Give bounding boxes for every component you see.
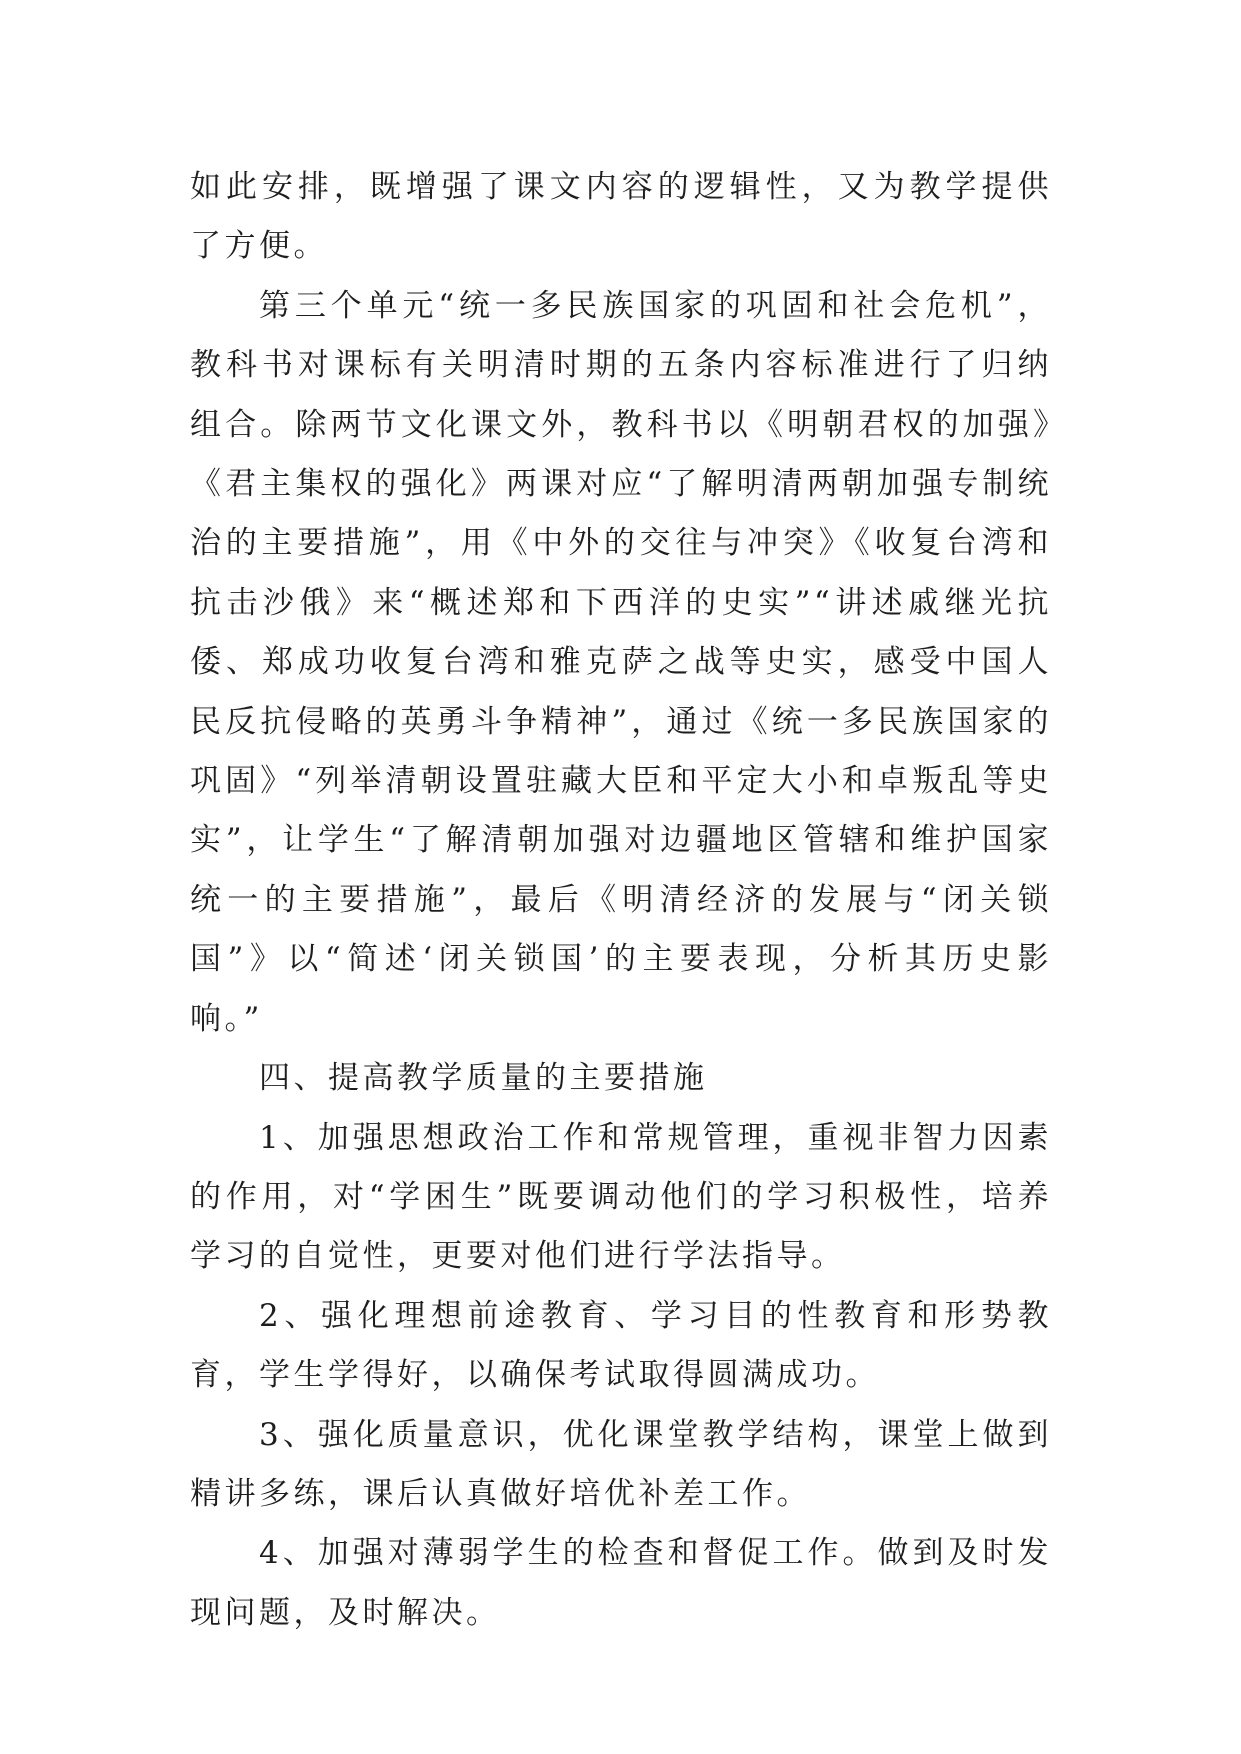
- document-body: [190, 158, 1052, 1643]
- measure-item-2: 2、强化理想前途教育、学习目的性教育和形势教育，学生学得好，以确保考试取得圆满成功。: [190, 1297, 1052, 1394]
- measure-item-3: 3、强化质量意识，优化课堂教学结构，课堂上做到精讲多练，课后认真做好培优补差工作。: [190, 1416, 1052, 1512]
- section-heading-measures: 四、提高教学质量的主要措施: [259, 1060, 708, 1097]
- measure-item-4: 4、加强对薄弱学生的检查和督促工作。做到及时发现问题，及时解决。: [190, 1535, 1052, 1631]
- paragraph-unit-three: 第三个单元“统一多民族国家的巩固和社会危机”，教科书对课标有关明清时期的五条内容标准进行了归纳组合。除两节文化课文外，教科书以《明朝君权的加强》《君主集权的强化》两课对应“了解明清两朝加强专制统治的主要措施”，用《中外的交往与冲突》《收复台湾和抗击沙俄》来“概述郑和下西洋的史实”“讲述戚继光抗倭、郑成功收复台湾和雅克萨之战等史实，感受中国人民反抗侵略的英勇斗争精神”，通过《统一多民族国家的巩固》“列举清朝设置驻藏大臣和平定大小和卓叛乱等史实”，让学生“了解清朝加强对边疆地区管辖和维护国家统一的主要措施”，最后《明清经济的发展与“闭关锁国”》以“简述‘闭关锁国’的主要表现，分析其历史影响。”: [190, 287, 1052, 1037]
- paragraph-continuation: 如此安排，既增强了课文内容的逻辑性，又为教学提供了方便。: [190, 169, 1052, 265]
- measure-item-1: 1、加强思想政治工作和常规管理，重视非智力因素的作用，对“学困生”既要调动他们的学习积极性，培养学习的自觉性，更要对他们进行学法指导。: [190, 1119, 1052, 1275]
